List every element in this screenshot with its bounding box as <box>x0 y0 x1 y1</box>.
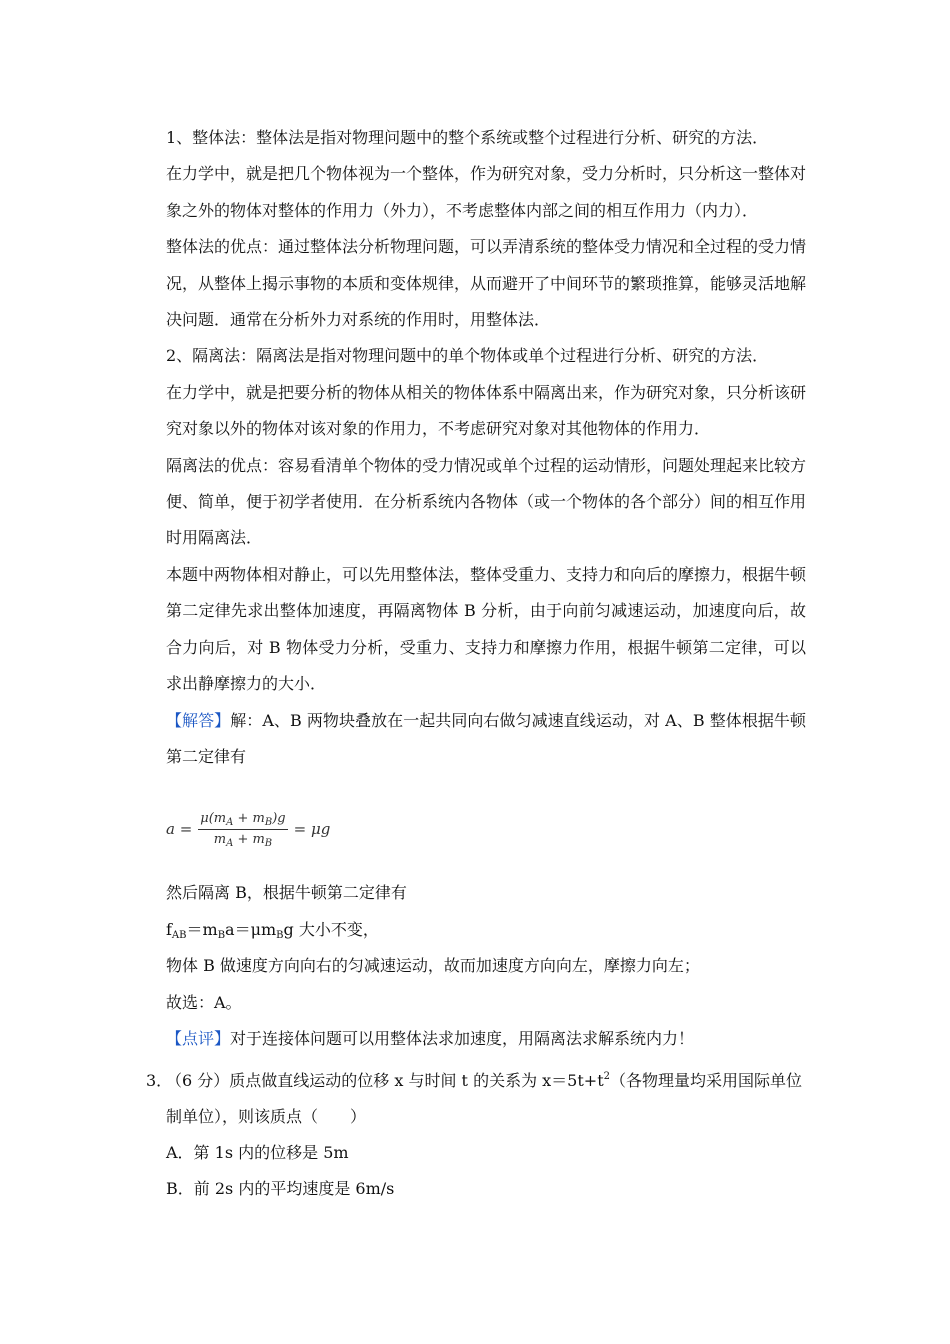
comment-tag: 【点评】 <box>166 1028 231 1048</box>
formula-rhs: = μg <box>293 820 331 839</box>
question-3-stem-continued: 制单位），则该质点（ ） <box>166 1107 367 1126</box>
paragraph-problem-approach: 本题中两物体相对静止，可以先用整体法，整体受重力、支持力和向后的摩擦力，根据牛顿第二定律先求出整体加速度，再隔离物体 B 分析，由于向前匀减速运动，加速度向后，故合力向后，对 B 物体受力分析，受重力、支持力和摩擦力作用，根据牛顿第二定律，可以求出静摩擦力的大小． <box>166 564 807 694</box>
paragraph-whole-method-definition: 1、整体法：整体法是指对物理问题中的整个系统或整个过程进行分析、研究的方法． <box>166 128 769 147</box>
solution-direction-line: 物体 B 做速度方向向右的匀减速运动，故而加速度方向向左，摩擦力向左； <box>166 956 700 976</box>
question-3-stem: 3．（6 分）质点做直线运动的位移 x 与时间 t 的关系为 $x=5t+t^2$（各物理量均采用国际单位 <box>146 1063 806 1099</box>
solution-intro <box>166 703 806 776</box>
question-3 <box>146 1063 806 1207</box>
formula-denominator: $m_A + m_B$ <box>213 831 273 849</box>
solution-tag: 【解答】 <box>166 710 231 730</box>
paragraph-whole-method-mechanics: 在力学中，就是把几个物体视为一个整体，作为研究对象，受力分析时，只分析这一整体对象之外的物体对整体的作用力（外力），不考虑整体内部之间的相互作用力（内力）． <box>166 164 807 220</box>
option-b[interactable]: B．前 2s 内的平均速度是 6m/s <box>166 1179 395 1198</box>
analysis-section <box>166 120 806 1057</box>
formula-numerator: $\mu(m_A + m_B)g$ <box>200 810 286 828</box>
formula-lhs: a = <box>166 820 193 839</box>
solution-answer: 故选：A。 <box>166 992 242 1012</box>
solution-friction-equation: $f_{AB}=m_Ba=\mu m_Bg$ 大小不变， <box>166 919 379 941</box>
paragraph-isolation-method-advantage: 隔离法的优点：容易看清单个物体的受力情况或单个过程的运动情形，问题处理起来比较方便、简单，便于初学者使用．在分析系统内各物体（或一个物体的各个部分）间的相互作用时用隔离法． <box>166 455 807 548</box>
question-number: 3． <box>146 1071 173 1090</box>
paragraph-isolation-method-mechanics: 在力学中，就是把要分析的物体从相关的物体体系中隔离出来，作为研究对象，只分析该研究对象以外的物体对该对象的作用力，不考虑研究对象对其他物体的作用力． <box>166 382 807 439</box>
comment-text: 对于连接体问题可以用整体法求加速度，用隔离法求解系统内力！ <box>230 1028 695 1048</box>
acceleration-formula <box>166 789 806 869</box>
paragraph-isolation-method-definition: 2、隔离法：隔离法是指对物理问题中的单个物体或单个过程进行分析、研究的方法． <box>166 346 769 366</box>
solution-isolate-line: 然后隔离 B，根据牛顿第二定律有 <box>166 883 407 903</box>
solution-intro-text: 解：A、B 两物块叠放在一起共同向右做匀减速直线运动，对 A、B 整体根据牛顿第二定律有 <box>166 710 806 766</box>
formula-fraction <box>198 810 287 849</box>
comment-line <box>166 1021 806 1057</box>
option-a[interactable]: A．第 1s 内的位移是 5m <box>166 1143 349 1162</box>
paragraph-whole-method-advantage: 整体法的优点：通过整体法分析物理问题，可以弄清系统的整体受力情况和全过程的受力情况，从整体上揭示事物的本质和变体规律，从而避开了中间环节的繁琐推算，能够灵活地解决问题．通常在分析外力对系统的作用时，用整体法． <box>166 237 807 330</box>
